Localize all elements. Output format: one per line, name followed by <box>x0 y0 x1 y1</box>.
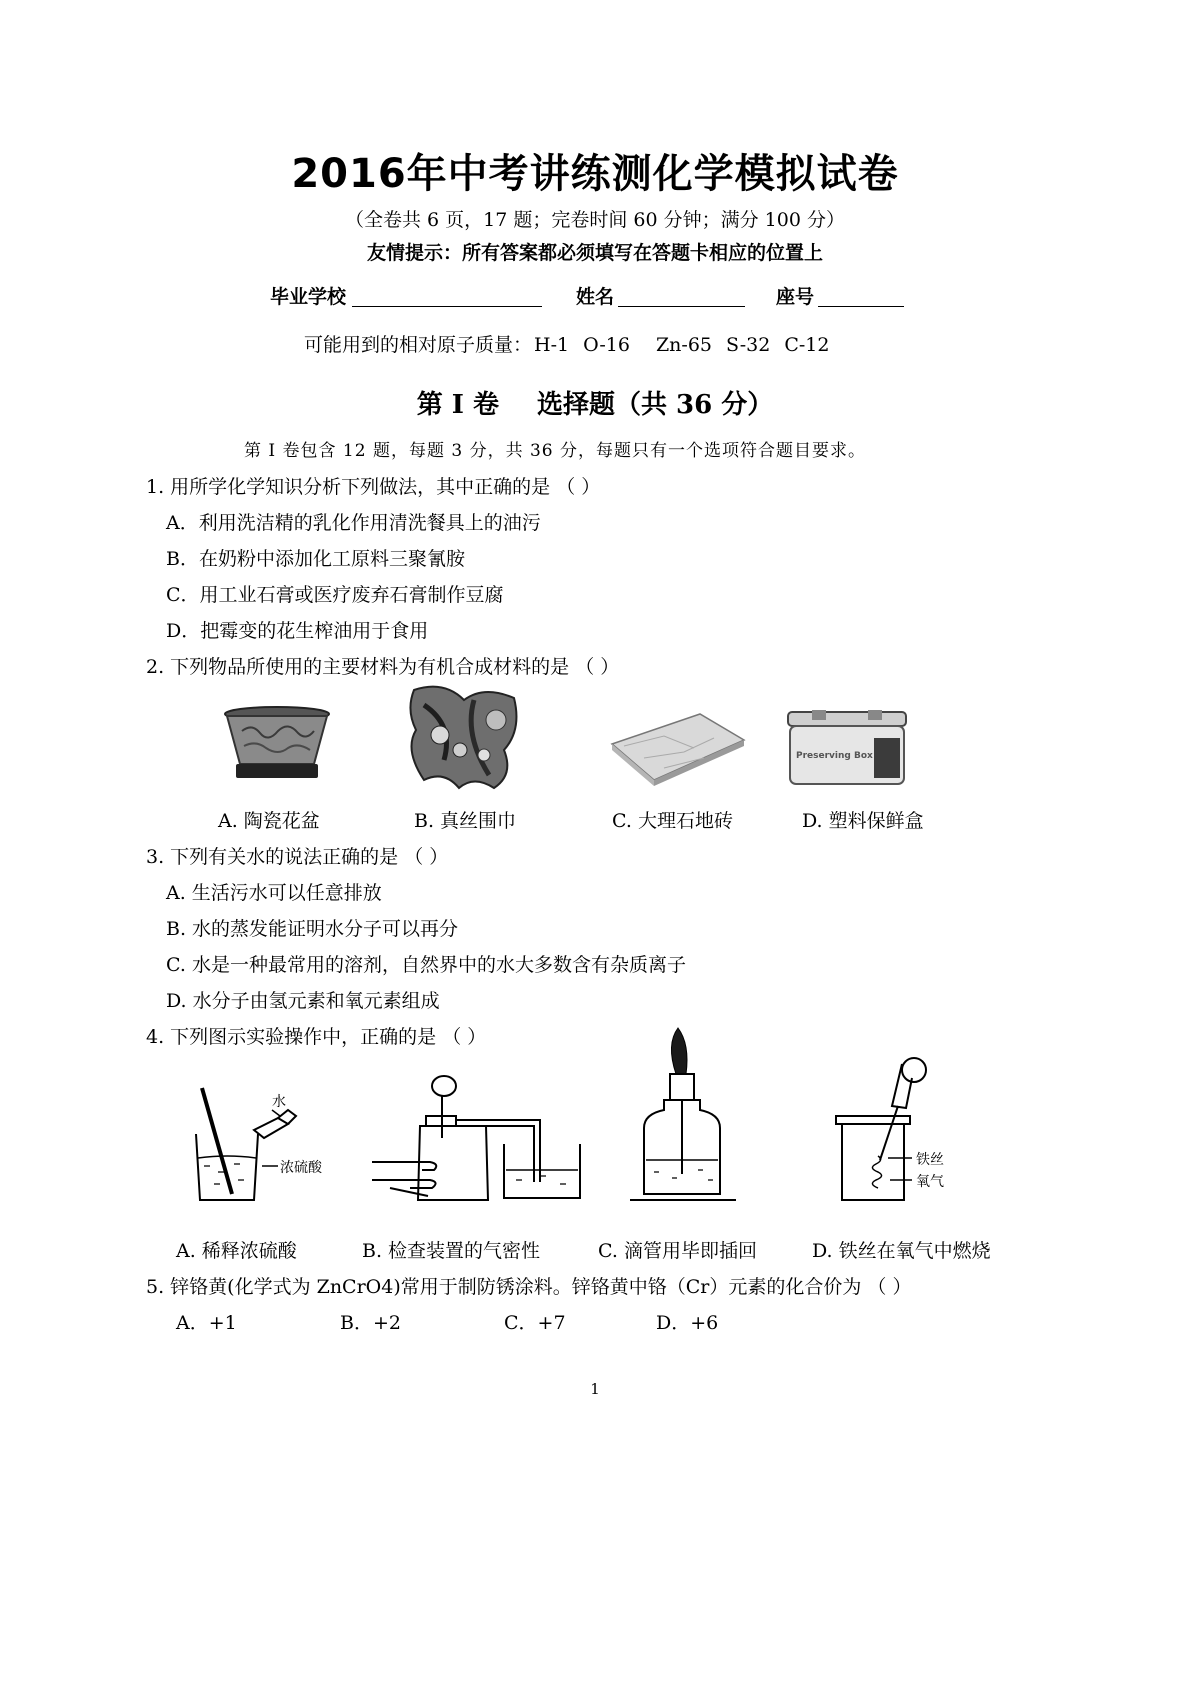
iron-wire-diagram <box>828 1056 978 1206</box>
question-5-option-c[interactable]: C．+7 <box>504 1312 566 1334</box>
question-3-stem: 3. 下列有关水的说法正确的是 （ ） <box>146 846 449 868</box>
plastic-box-image <box>782 708 912 788</box>
question-1-option-a[interactable]: A．利用洗洁精的乳化作用清洗餐具上的油污 <box>166 512 541 534</box>
question-2-option-d[interactable]: D. 塑料保鲜盒 <box>802 810 924 832</box>
section-part: 第 I 卷 <box>416 390 499 420</box>
question-3-option-d[interactable]: D. 水分子由氢元素和氧元素组成 <box>166 990 440 1012</box>
oxygen-label: 氧气 <box>916 1174 944 1190</box>
question-5-option-b[interactable]: B．+2 <box>340 1312 401 1334</box>
question-2-option-a[interactable]: A. 陶瓷花盆 <box>218 810 320 832</box>
exam-info: （全卷共 6 页，17 题；完卷时间 60 分钟；满分 100 分） <box>345 209 845 231</box>
atomic-masses-label: 可能用到的相对原子质量： <box>304 334 533 356</box>
question-3-option-c[interactable]: C. 水是一种最常用的溶剂，自然界中的水大多数含有杂质离子 <box>166 954 686 976</box>
question-3-option-b[interactable]: B. 水的蒸发能证明水分子可以再分 <box>166 918 459 940</box>
question-5-option-a[interactable]: A．+1 <box>176 1312 237 1334</box>
plastic-box-brand: Preserving Box <box>796 751 873 761</box>
question-2-option-b[interactable]: B. 真丝围巾 <box>414 810 517 832</box>
dilute-acid-diagram <box>188 1080 358 1210</box>
airtightness-diagram <box>370 1072 590 1206</box>
question-1-option-b[interactable]: B．在奶粉中添加化工原料三聚氰胺 <box>166 548 465 570</box>
page-number: 1 <box>590 1380 600 1398</box>
silk-scarf-image <box>404 680 526 790</box>
dropper-diagram <box>628 1024 738 1206</box>
question-4-option-a[interactable]: A. 稀释浓硫酸 <box>176 1240 297 1262</box>
question-3-option-a[interactable]: A. 生活污水可以任意排放 <box>166 882 382 904</box>
mass-item: C-12 <box>784 334 830 356</box>
question-2-stem: 2. 下列物品所使用的主要材料为有机合成材料的是 （ ） <box>146 656 620 678</box>
friendly-tip: 友情提示：所有答案都必须填写在答题卡相应的位置上 <box>366 242 823 264</box>
question-5-stem: 5. 锌铬黄(化学式为 ZnCrO4)常用于制防锈涂料。锌铬黄中铬（Cr）元素的化合价为 （ ） <box>146 1276 912 1298</box>
seat-blank[interactable] <box>818 306 904 307</box>
question-2-option-c[interactable]: C. 大理石地砖 <box>612 810 733 832</box>
acid-label: 浓硫酸 <box>280 1160 322 1176</box>
question-1-option-c[interactable]: C．用工业石膏或医疗废弃石膏制作豆腐 <box>166 584 504 606</box>
question-4-option-b[interactable]: B. 检查装置的气密性 <box>362 1240 541 1262</box>
atomic-masses <box>304 330 843 357</box>
question-1-stem: 1. 用所学化学知识分析下列做法，其中正确的是 （ ） <box>146 476 601 498</box>
marble-tile-image <box>604 708 750 786</box>
seat-label: 座号 <box>776 286 815 308</box>
question-4-option-c[interactable]: C. 滴管用毕即插回 <box>598 1240 757 1262</box>
section-heading <box>0 384 1190 421</box>
page-title: 2016年中考讲练测化学模拟试卷 <box>291 151 899 197</box>
ceramic-pot-image <box>222 706 332 782</box>
mass-item: H-1 <box>534 334 570 356</box>
name-label: 姓名 <box>576 286 615 308</box>
school-label: 毕业学校 <box>270 286 347 308</box>
water-label: 水 <box>272 1094 286 1110</box>
question-4-option-d[interactable]: D. 铁丝在氧气中燃烧 <box>812 1240 991 1262</box>
iron-label: 铁丝 <box>916 1152 944 1168</box>
question-4-stem: 4. 下列图示实验操作中，正确的是 （ ） <box>146 1026 487 1048</box>
section-intro: 第 I 卷包含 12 题，每题 3 分，共 36 分，每题只有一个选项符合题目要求。 <box>244 441 867 461</box>
school-blank[interactable] <box>352 306 542 307</box>
name-blank[interactable] <box>618 306 745 307</box>
question-1-option-d[interactable]: D．把霉变的花生榨油用于食用 <box>166 620 429 642</box>
question-5-option-d[interactable]: D．+6 <box>656 1312 719 1334</box>
mass-item: Zn-65 <box>655 334 713 356</box>
section-name: 选择题（共 36 分） <box>536 390 774 420</box>
mass-item: S-32 <box>726 334 771 356</box>
mass-item: O-16 <box>583 334 630 356</box>
